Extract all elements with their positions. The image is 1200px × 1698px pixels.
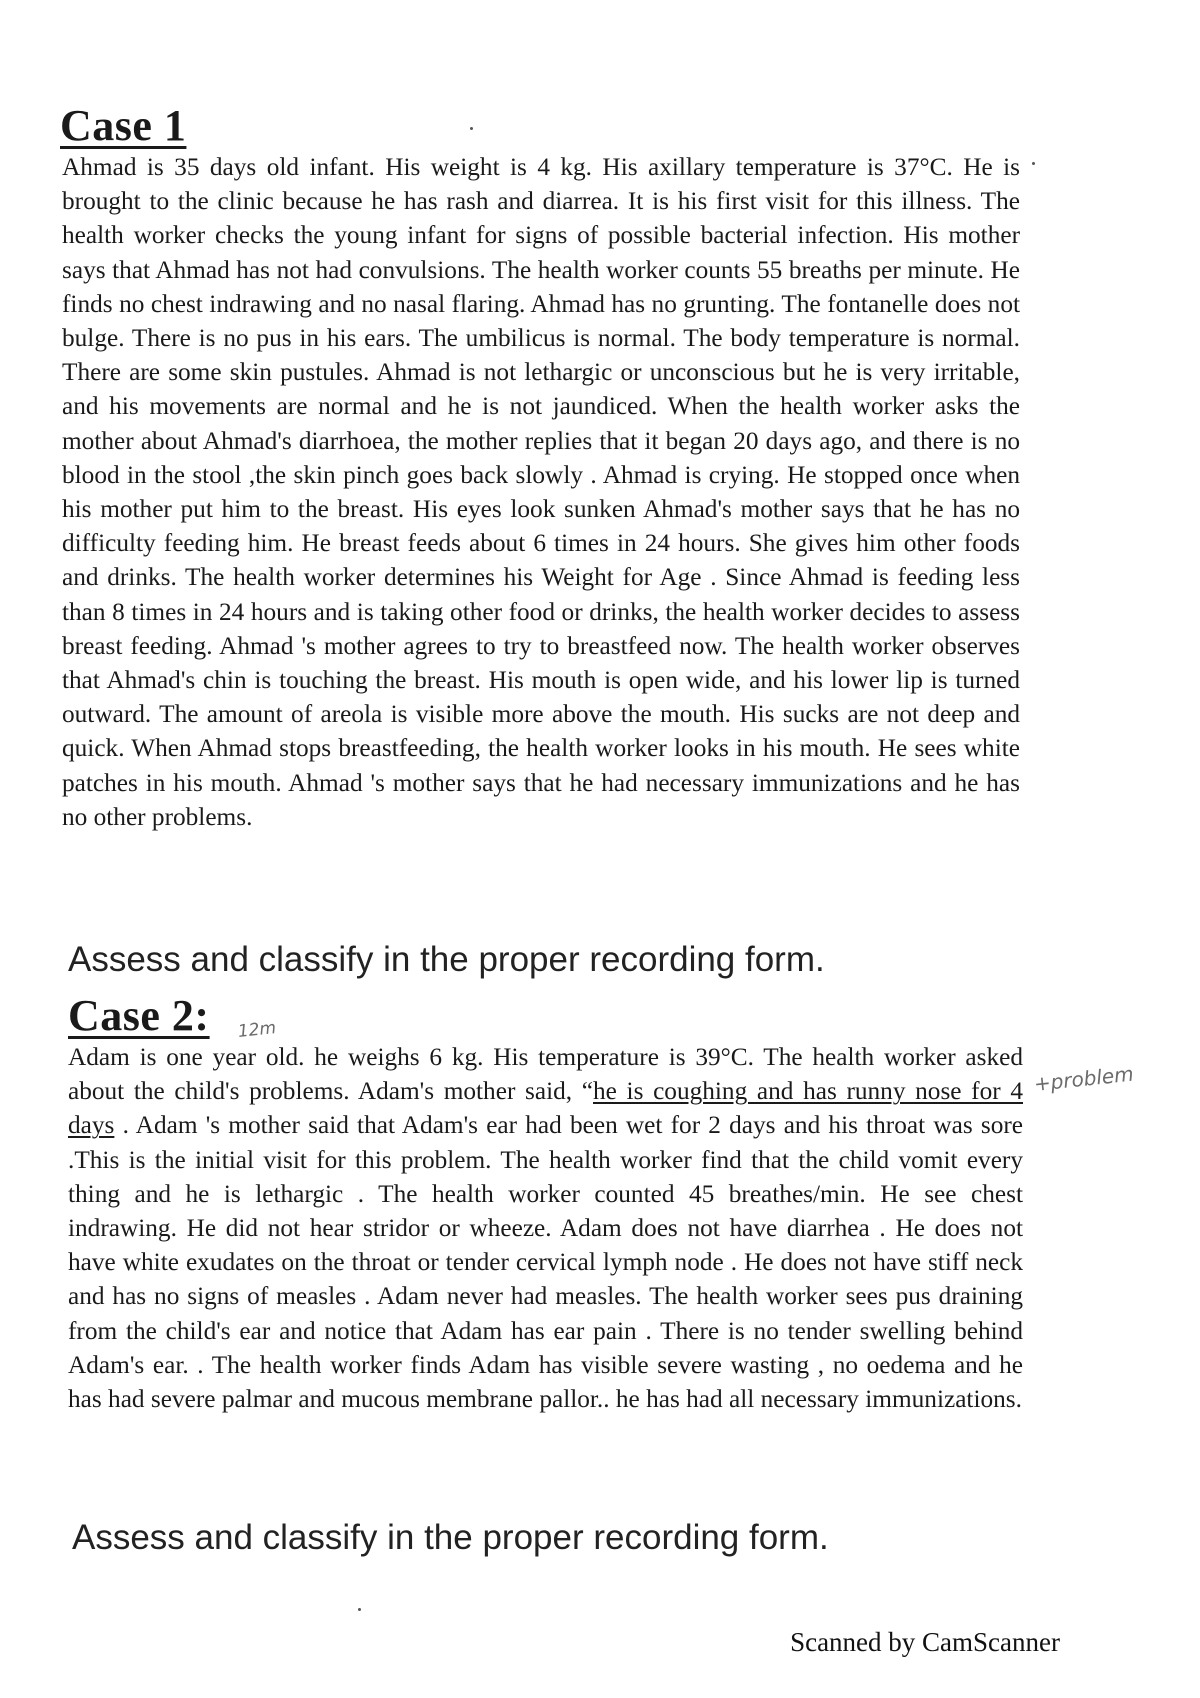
case2-text-part2: . Adam 's mother said that Adam's ear had been wet for 2 days and his throat was sore .This is the initial visit for this problem. The health worker find that the child vomit every thing and he is lethargic . The health worker counted 45 breathes/min. He see chest indrawing. He did not hear stridor or wheeze. Adam does not have diarrhea . He does not have white exudates on the throat or tender cervical lymph node . He does not have stiff neck and has no signs of measles . Adam never had measles. The health worker sees pus draining from the child's ear and notice that Adam has ear pain . There is no tender swelling behind Adam's ear. . The health worker finds Adam has visible severe wasting , no oedema and he has had severe palmar and mucous membrane pallor.. he has had all necessary immunizations.	[68, 1111, 1023, 1414]
case2-underlined-phrase: he is coughing and has runny nose for 4 days	[68, 1077, 1023, 1140]
case1-paragraph: Ahmad is 35 days old infant. His weight is 4 kg. His axillary temperature is 37°C. He is brought to the clinic because he has rash and diarrea. It is his first visit for this illness. The health worker checks the young infant for signs of possible bacterial infection. His mother says that Ahmad has not had convulsions. The health worker counts 55 breaths per minute. He finds no chest indrawing and no nasal flaring. Ahmad has no grunting. The fontanelle does not bulge. There is no pus in his ears. The umbilicus is normal. The body temperature is normal. There are some skin pustules. Ahmad is not lethargic or unconscious but he is very irritable, and his movements are normal and he is not jaundiced. When the health worker asks the mother about Ahmad's diarrhoea, the mother replies that it began 20 days ago, and there is no blood in the stool ,the skin pinch goes back slowly . Ahmad is crying. He stopped once when his mother put him to the breast. His eyes look sunken Ahmad's mother says that he has no difficulty feeding him. He breast feeds about 6 times in 24 hours. She gives him other foods and drinks. The health worker determines his Weight for Age . Since Ahmad is feeding less than 8 times in 24 hours and is taking other food or drinks, the health worker decides to assess breast feeding. Ahmad 's mother agrees to try to breastfeed now. The health worker observes that Ahmad's chin is touching the breast. His mouth is open wide, and his lower lip is turned outward. The amount of areola is visible more above the mouth. His sucks are not deep and quick. When Ahmad stops breastfeeding, the health worker looks in his mouth. He sees white patches in his mouth. Ahmad 's mother says that he had necessary immunizations and he has no other problems.	[62, 153, 1020, 831]
case2-body	[68, 1040, 1023, 1416]
case2-paragraph	[68, 1040, 1023, 1416]
case2-prompt: Assess and classify in the proper recording form.	[72, 1518, 829, 1557]
handwritten-age-annotation: 12m	[236, 1018, 278, 1042]
case1-body	[62, 150, 1020, 834]
case2-text-part1: Adam is one year old. he weighs 6 kg. His temperature is 39°C. The health worker asked about the child's problems. Adam's mother said, “	[68, 1043, 1023, 1106]
handwritten-margin-note: +problem	[1032, 1061, 1135, 1096]
scan-speck	[470, 127, 473, 130]
case2-title: Case 2:	[68, 991, 210, 1040]
case1-title: Case 1	[60, 101, 187, 150]
scanner-watermark: Scanned by CamScanner	[790, 1627, 1060, 1657]
scan-speck	[358, 1608, 361, 1611]
case1-prompt: Assess and classify in the proper recording form.	[68, 940, 825, 979]
scan-speck	[1032, 162, 1035, 165]
